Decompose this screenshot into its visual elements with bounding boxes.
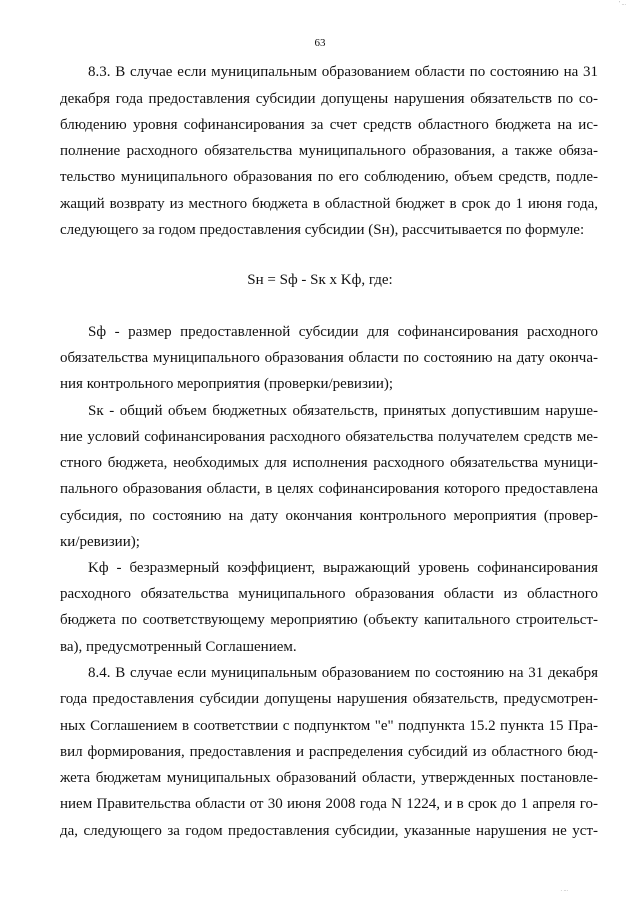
- text-line: обязательства муниципального образования области по состоянию на дату оконча-: [60, 350, 598, 366]
- text-line: 8.4. В случае если муниципальным образованием по состоянию на 31 декабря: [88, 665, 598, 681]
- text-line: блюдению уровня софинансирования за счет средств областного бюджета на ис-: [60, 117, 598, 133]
- formula: Sн = Sф - Sк x Kф, где:: [247, 272, 393, 288]
- text-line: расходного обязательства муниципального образования области из областного: [60, 586, 598, 602]
- text-line: следующего за годом предоставления субсидии (Sн), рассчитывается по формуле:: [60, 222, 585, 238]
- text-line: ных Соглашением в соответствии с подпунктом "е" подпункта 15.2 пункта 15 Пра-: [60, 718, 598, 734]
- text-line: ние условий софинансирования расходного обязательства получателем средств ме-: [60, 429, 598, 445]
- text-line: Sк - общий объем бюджетных обязательств, принятых допустившим наруше-: [88, 403, 598, 419]
- text-line: ва), предусмотренный Соглашением.: [60, 639, 297, 655]
- text-line: ки/ревизии);: [60, 534, 140, 550]
- text-line: бюджета по соответствующему мероприятию (объекту капитального строительст-: [60, 612, 598, 628]
- scan-mark-bottom: . ...: [560, 887, 568, 893]
- text-line: вил формирования, предоставления и распределения субсидий из областного бюд-: [60, 744, 598, 760]
- text-line: Kф - безразмерный коэффициент, выражающий уровень софинансирования: [88, 560, 598, 576]
- text-line: 8.3. В случае если муниципальным образованием области по состоянию на 31: [88, 64, 598, 80]
- text-line: тельство муниципального образования по его соблюдению, объем средств, подле-: [60, 169, 598, 185]
- text-line: стного бюджета, необходимых для исполнения расходного обязательства муници-: [60, 455, 598, 471]
- text-line: субсидия, по состоянию на дату окончания контрольного мероприятия (провер-: [60, 508, 598, 524]
- text-line: пального образования области, в целях софинансирования которого предоставлена: [60, 481, 598, 497]
- scan-mark-top: ' ...: [618, 1, 626, 7]
- text-line: полнение расходного обязательства муниципального образования, а также обяза-: [60, 143, 598, 159]
- text-line: жета бюджетам муниципальных образований области, утвержденных постановле-: [60, 770, 598, 786]
- text-line: декабря года предоставления субсидии допущены нарушения обязательств по со-: [60, 91, 598, 107]
- text-line: ния контрольного мероприятия (проверки/ревизии);: [60, 376, 394, 392]
- text-line: да, следующего за годом предоставления субсидии, указанные нарушения не уст-: [60, 823, 598, 839]
- text-line: года предоставления субсидии допущены нарушения обязательств, предусмотрен-: [60, 691, 598, 707]
- text-line: Sф - размер предоставленной субсидии для софинансирования расходного: [88, 324, 598, 340]
- text-line: жащий возврату из местного бюджета в областной бюджет в срок до 1 июня года,: [60, 196, 598, 212]
- page-number: 63: [314, 37, 326, 49]
- text-line: нием Правительства области от 30 июня 2008 года N 1224, и в срок до 1 апреля го-: [60, 796, 598, 812]
